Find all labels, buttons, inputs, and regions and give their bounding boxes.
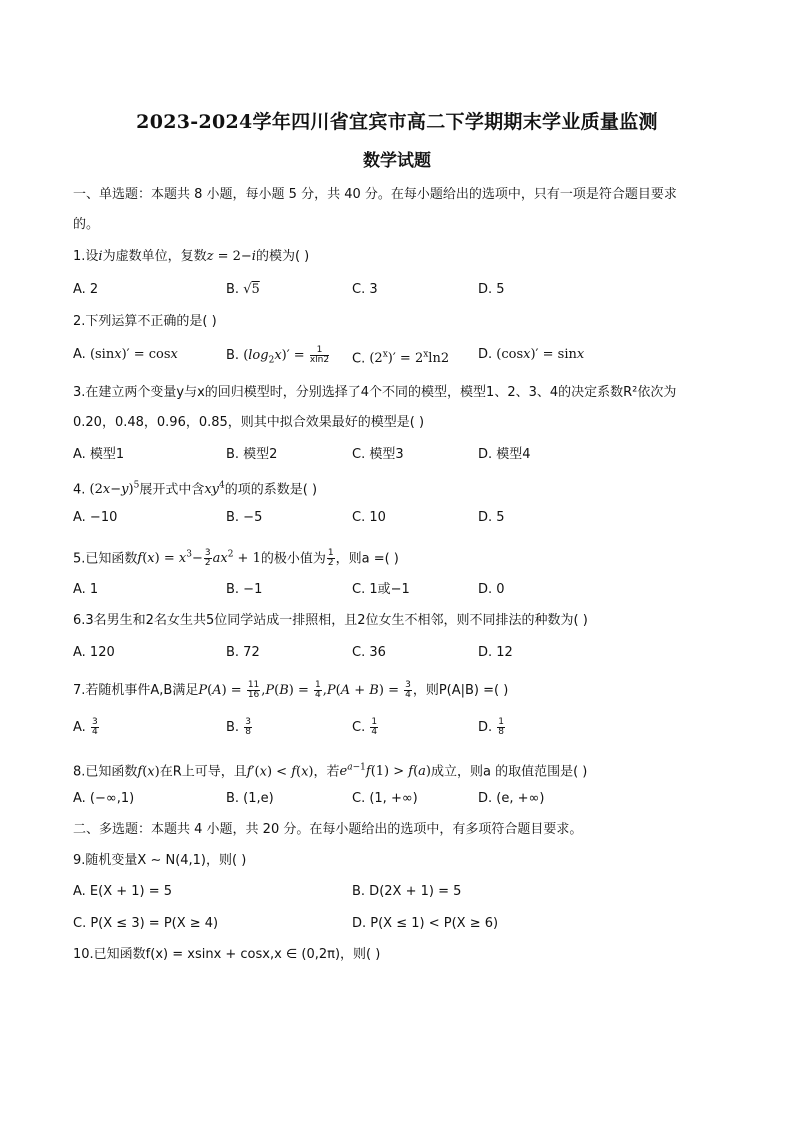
q4-option-c: C. 10 (352, 510, 386, 525)
question-1: 1.设i为虚数单位，复数z = 2−i的模为( ) (73, 249, 310, 264)
q4-option-d: D. 5 (478, 510, 505, 525)
page-subtitle: 数学试题 (363, 151, 431, 171)
section1-heading-line2: 的。 (73, 217, 100, 232)
q7-option-a: A. $\frac{3}{4}$ (73, 717, 98, 737)
q5-option-d: D. 0 (478, 582, 505, 597)
q6-option-b: B. 72 (226, 645, 260, 660)
section1-heading-line1: 一、单选题：本题共 8 小题，每小题 5 分，共 40 分。在每小题给出的选项中，只有一项是符合题目要求 (73, 187, 677, 202)
q3-option-c: C. 模型3 (352, 447, 404, 462)
question-10: 10.已知函数f(x) = xsinx + cosx,x ∈ (0,2π)，则( ) (73, 947, 381, 962)
q9-option-d: D. P(X ≤ 1) < P(X ≥ 6) (352, 916, 499, 931)
q6-option-a: A. 120 (73, 645, 115, 660)
q2-option-b: B. $(\log_2x)'$ = $\frac{1}{xln2}$ (226, 345, 330, 366)
question-4: 4. $(2x-y)^5$展开式中含$xy^4$的项的系数是( ) (73, 481, 318, 498)
section2-heading: 二、多选题：本题共 4 小题，共 20 分。在每小题给出的选项中，有多项符合题目要求。 (73, 822, 583, 837)
q1-option-a: A. 2 (73, 282, 99, 297)
question-9: 9.随机变量X ∼ N(4,1)，则( ) (73, 853, 247, 868)
q8-option-b: B. (1,e) (226, 791, 274, 806)
q1-option-c: C. 3 (352, 282, 378, 297)
q2-option-d: D. (cosx)′ = sinx (478, 347, 585, 362)
q7-option-d: D. $\frac{1}{8}$ (478, 717, 505, 737)
q8-option-d: D. (e, +∞) (478, 791, 545, 806)
q3-option-d: D. 模型4 (478, 447, 531, 462)
q4-option-a: A. −10 (73, 510, 118, 525)
q7-option-c: C. $\frac{1}{4}$ (352, 717, 378, 737)
q2-option-a: A. (sinx)′ = cosx (73, 347, 178, 362)
q8-option-a: A. (−∞,1) (73, 791, 135, 806)
q5-option-c: C. 1或−1 (352, 582, 410, 597)
q9-option-c: C. P(X ≤ 3) = P(X ≥ 4) (73, 916, 219, 931)
q9-option-a: A. E(X + 1) = 5 (73, 884, 173, 899)
q5-option-a: A. 1 (73, 582, 99, 597)
q3-option-b: B. 模型2 (226, 447, 278, 462)
q6-option-c: C. 36 (352, 645, 386, 660)
q4-option-b: B. −5 (226, 510, 263, 525)
q8-option-c: C. (1, +∞) (352, 791, 418, 806)
q5-option-b: B. −1 (226, 582, 263, 597)
question-3-line1: 3.在建立两个变量y与x的回归模型时，分别选择了4个不同的模型，模型1、2、3、4的决定系数R²依次为 (73, 385, 677, 400)
q3-option-a: A. 模型1 (73, 447, 125, 462)
q9-option-b: B. D(2X + 1) = 5 (352, 884, 462, 899)
question-5: 5.已知函数$f(x) = x^3-$ $\frac{3}{2}$ $ax^2 + 1$的极小值为 $\frac{1}{2}$ ，则a =( ) (73, 548, 399, 569)
question-6: 6.3名男生和2名女生共5位同学站成一排照相，且2位女生不相邻，则不同排法的种数为( ) (73, 613, 588, 628)
q6-option-d: D. 12 (478, 645, 513, 660)
question-3-line2: 0.20，0.48，0.96，0.85，则其中拟合效果最好的模型是( ) (73, 415, 425, 430)
question-2: 2.下列运算不正确的是( ) (73, 314, 217, 329)
q2-option-c: C. $(2^x)' = 2^x\ln 2$ (352, 350, 450, 367)
q1-option-b: B. √5 (226, 282, 260, 297)
q1-option-d: D. 5 (478, 282, 505, 297)
q7-option-b: B. $\frac{3}{8}$ (226, 717, 251, 737)
question-7: 7.若随机事件A,B满足P(A) = $\frac{11}{16}$ ,P(B) = $\frac{1}{4}$ ,P(A + B) = $\frac{3}{4}$ ，则P(A|B) =( ) (73, 680, 509, 700)
question-8: 8.已知函数f(x)在R上可导，且f′(x) < f(x)，若$e^{a-1}f(1) > f(a)$成立，则a 的取值范围是( ) (73, 763, 588, 780)
page-title: 2023-2024学年四川省宜宾市高二下学期期末学业质量监测 (136, 111, 658, 133)
